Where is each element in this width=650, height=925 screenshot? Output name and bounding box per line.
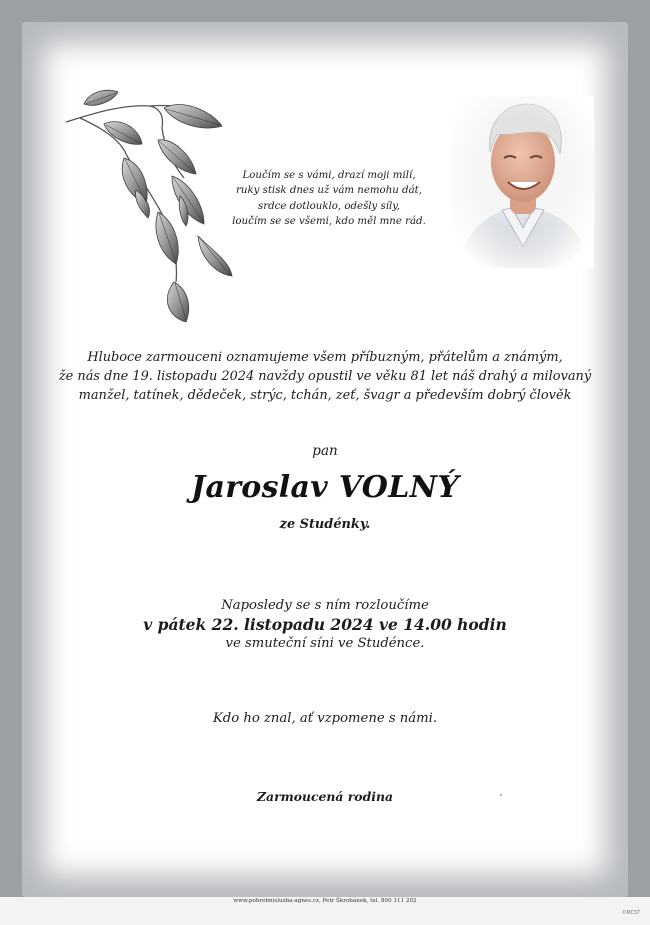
poem-line: Loučím se s vámi, drazí moji milí,: [242, 170, 416, 181]
speck: [500, 794, 502, 796]
farewell-place: ve smuteční síni ve Studénce.: [225, 636, 425, 651]
farewell-line: Naposledy se s ním rozloučíme: [221, 598, 429, 613]
poem-line: loučím se se všemi, kdo měl mne rád.: [232, 216, 426, 228]
poem-line: srdce dotlouklo, odešly síly,: [258, 200, 400, 212]
announcement: [0, 348, 650, 405]
footer-contact: www.pohrebnisluzba-agnes.cz, Petr Škrobánek, tel. 800 111 202: [233, 898, 417, 904]
announcement-line: že nás dne 19. listopadu 2024 navždy opustil ve věku 81 let náš drahý a milovaný: [58, 369, 592, 384]
print-code: ©MCST: [621, 911, 640, 916]
signature: Zarmoucená rodina: [257, 789, 393, 804]
title-prefix: pan: [312, 443, 338, 459]
portrait-photo: [452, 96, 594, 268]
poem: [210, 168, 448, 230]
farewell-info: [0, 596, 650, 653]
poem-line: ruky stisk dnes už vám nemohu dát,: [236, 185, 422, 197]
announcement-line: manžel, tatínek, dědeček, strýc, tchán, zeť, švagr a především dobrý člověk: [78, 388, 572, 403]
origin: ze Studénky.: [279, 517, 371, 532]
farewell-date: v pátek 22. listopadu 2024 ve 14.00 hodin: [143, 615, 507, 634]
remember-line: Kdo ho znal, ať vzpomene s námi.: [212, 711, 438, 726]
deceased-name: Jaroslav VOLNÝ: [190, 470, 460, 505]
announcement-line: Hluboce zarmouceni oznamujeme všem příbuzným, přátelům a známým,: [87, 350, 563, 365]
